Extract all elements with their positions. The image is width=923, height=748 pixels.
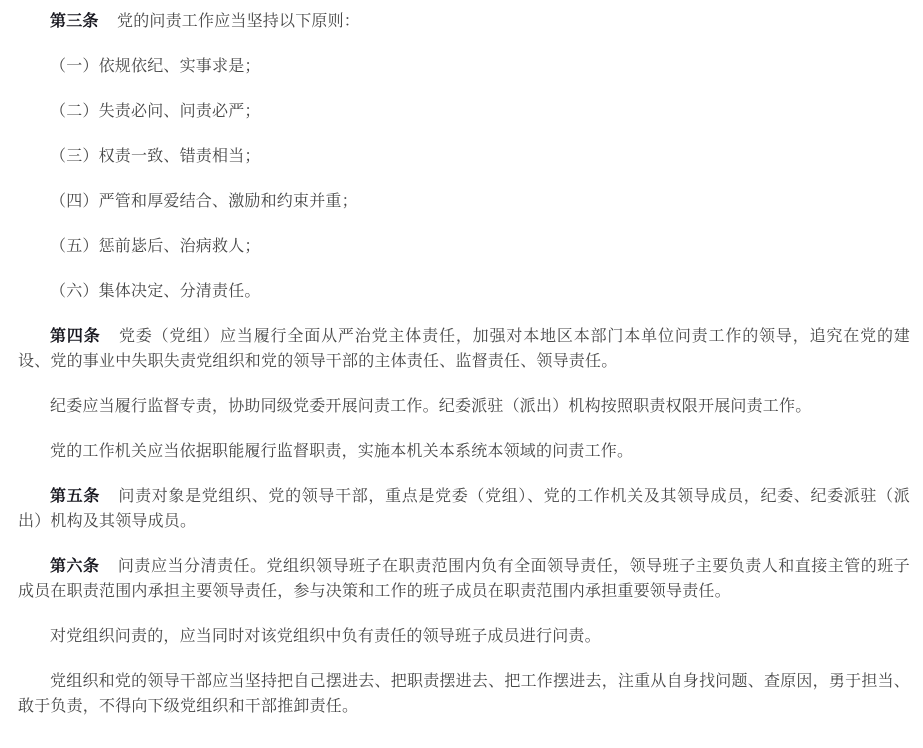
principle-item-5-text: （五）惩前毖后、治病救人； [50,236,261,255]
article-6-paragraph-2 [18,623,910,648]
article-6-number: 第六条 [50,556,100,575]
article-3-heading-paragraph [18,8,910,33]
article-3-text: 党的问责工作应当坚持以下原则： [117,11,361,30]
article-6-paragraph-3-text: 党组织和党的领导干部应当坚持把自己摆进去、把职责摆进去、把工作摆进去，注重从自身找问题、查原因，勇于担当、敢于负责，不得向下级党组织和干部推卸责任。 [18,671,910,715]
principle-item-2 [18,98,910,123]
article-3-number: 第三条 [50,11,99,30]
article-5-number: 第五条 [50,486,101,505]
article-5-heading-paragraph [18,483,910,533]
article-4-heading-paragraph [18,323,910,373]
article-4-paragraph-2-text: 纪委应当履行监督专责，协助同级党委开展问责工作。纪委派驻（派出）机构按照职责权限开展问责工作。 [50,396,812,415]
principle-item-5 [18,233,910,258]
article-6-paragraph-2-text: 对党组织问责的，应当同时对该党组织中负有责任的领导班子成员进行问责。 [50,626,601,645]
principle-item-3 [18,143,910,168]
principle-item-4-text: （四）严管和厚爱结合、激励和约束并重； [50,191,358,210]
principle-item-1 [18,53,910,78]
article-4-number: 第四条 [50,326,101,345]
article-6-text: 问责应当分清责任。党组织领导班子在职责范围内负有全面领导责任，领导班子主要负责人和直接主管的班子成员在职责范围内承担主要领导责任，参与决策和工作的班子成员在职责范围内承担重要领导责任。 [18,556,910,600]
article-4-paragraph-3-text: 党的工作机关应当依据职能履行监督职责，实施本机关本系统本领域的问责工作。 [50,441,634,460]
principle-item-3-text: （三）权责一致、错责相当； [50,146,261,165]
principle-item-1-text: （一）依规依纪、实事求是； [50,56,261,75]
article-5-text: 问责对象是党组织、党的领导干部，重点是党委（党组）、党的工作机关及其领导成员，纪委、纪委派驻（派出）机构及其领导成员。 [18,486,910,530]
principle-item-2-text: （二）失责必问、问责必严； [50,101,261,120]
article-6-heading-paragraph [18,553,910,603]
principle-item-6-text: （六）集体决定、分清责任。 [50,281,261,300]
article-4-text: 党委（党组）应当履行全面从严治党主体责任，加强对本地区本部门本单位问责工作的领导，追究在党的建设、党的事业中失职失责党组织和党的领导干部的主体责任、监督责任、领导责任。 [18,326,910,370]
article-4-paragraph-3 [18,438,910,463]
article-6-paragraph-3 [18,668,910,718]
principle-item-6 [18,278,910,303]
article-4-paragraph-2 [18,393,910,418]
principle-item-4 [18,188,910,213]
